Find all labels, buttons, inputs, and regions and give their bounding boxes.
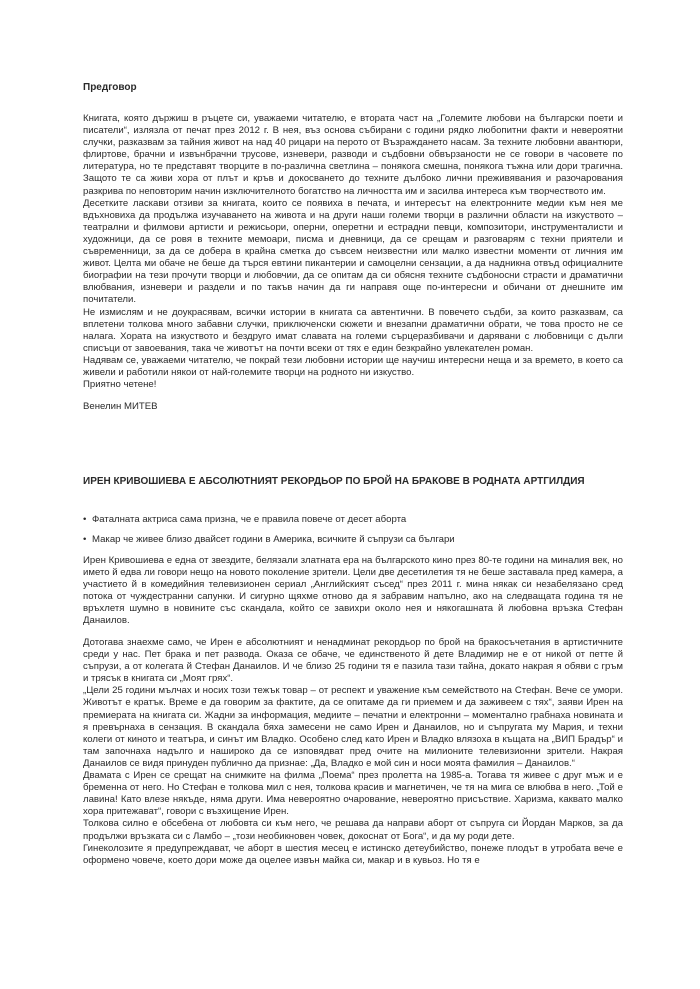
author-signature: Венелин МИТЕВ <box>83 401 158 412</box>
preface-body <box>83 113 623 391</box>
article-paragraph: Двамата с Ирен се срещат на снимките на филма „Поема“ през пролетта на 1985-а. Тогава тя живее с друг мъж и е бременна от него. Но Стефан е толкова мил с нея, толкова красив и магнетичен, че тя на мига се влюбва в него. „Той е лавина! Като влезе някъде, няма други. Има невероятно очарование, невероятно присъствие. Харизма, каквато малко хора притежават“, говори с възхищение Ирен. <box>83 770 623 818</box>
preface-paragraph: Надявам се, уважаеми читателю, че покрай тези любовни истории ще научиш интересни неща и за времето, в което са живели и работили някои от най-големите творци на родното ни изкуство. <box>83 354 623 378</box>
bullet-icon: • <box>83 514 87 525</box>
bullet-text: Макар че живее близо двайсет години в Америка, всичките й съпрузи са българи <box>92 534 455 545</box>
article-intro <box>83 555 623 628</box>
bullet-icon: • <box>83 534 87 545</box>
article-title: ИРЕН КРИВОШИЕВА Е АБСОЛЮТНИЯТ РЕКОРДЬОР ПО БРОЙ НА БРАКОВЕ В РОДНАТА АРТГИЛДИЯ <box>83 476 585 487</box>
article-paragraph: Ирен Кривошиева е една от звездите, белязали златната ера на българското кино през 80-те години на миналия век, но името й едва ли говори нещо на новото поколение зрители. Цели две десетилетия тя не беше заставала пред камера, а участието й в комедийния телевизионен сериал „Английският съсед“ през 2011 г. мина някак си незабелязано сред потока от чуждестранни сапунки. И сигурно щяхме отново да я забравим напълно, ако на следващата година тя не връхлетя шумно в новините със скандала, който се завихри около нея и някогашната й любовна връзка Стефан Данаилов. <box>83 555 623 627</box>
article-paragraph: Гинеколозите я предупреждават, че аборт в шестия месец е истинско детеубийство, понеже плодът в утробата вече е оформено човече, което дори може да оцелее извън майка си, макар и в кувьоз. Но тя е <box>83 842 623 866</box>
preface-paragraph: Приятно четене! <box>83 379 157 391</box>
list-item <box>83 514 623 526</box>
article-bullet-list <box>83 514 623 554</box>
preface-paragraph: Не измислям и не доукрасявам, всички истории в книгата са автентични. В повечето съдби, за които разказвам, са вплетени толкова много забавни случки, приключенски сюжети и внезапни драматични обрати, че това просто не се налага. Хората на изкуството и бездруго имат славата на големи сърцеразбивачи и дарявани с любовници с дълги списъци от завоевания, така че животът на почти всеки от тях е един безкрайно увлекателен роман. <box>83 306 623 354</box>
preface-paragraph: Десетките ласкави отзиви за книгата, които се появиха в печата, и интересът на електронните медии към нея ме вдъхновиха да продължа изучаването на живота и на други наши големи творци в различни области на изкуството – театрални и филмови артисти и режисьори, оперни, оперетни и естрадни певци, композитори, инструменталисти и художници, да се ровя в техните мемоари, писма и дневници, да се срещам и разговарям с техни приятели и съвременници, за да се добера в крайна сметка до съвсем неизвестни или малко известни моменти от личния им живот. Целта ми обаче не беше да търся евтини пикантерии и самоцелни сензации, а да надникна отвъд официалните биографии на тези прочути творци и любовчии, да се опитам да си обясня техните съдбоносни страсти и драматични влюбвания, изневери и раздели и по такъв начин да ги направя още по-интересни и обичани от днешните им почитатели. <box>83 197 623 306</box>
article-body <box>83 637 623 867</box>
preface-heading: Предговор <box>83 82 137 93</box>
list-item <box>83 534 623 546</box>
preface-paragraph: Книгата, която държиш в ръцете си, уважаеми читателю, е втората част на „Големите любови на български поети и писатели“, излязла от печат през 2012 г. В нея, въз основа събирани с години рядко любопитни факти и невероятни случки, разказвам за тайния живот на над 40 рицари на перото от Възраждането насам. За техните любовни авантюри, флиртове, брачни и извънбрачни трусове, изневери, разводи и съдбовни обвързаности не се говори в часовете по литература, но те представят творците в по-различна светлина – понякога смешна, понякога тъжна или дори трагична. Защото те са живи хора от плът и кръв и докосването до техните дълбоко лични преживявания и разочарования разкрива по неповторим начин изключителното богатство на личността им и засилва интереса към творчеството им. <box>83 113 623 197</box>
article-paragraph: „Цели 25 години мълчах и носих този тежък товар – от респект и уважение към семейството на Стефан. Вече се умори. Животът е кратък. Време е да говорим за фактите, да се опитаме да ги приемем и да заживеем с тях“, заяви Ирен на премиерата на книгата си. Жадни за информация, медиите – печатни и електронни – моментално грабнаха новината и я превърнаха в сензация. В скандала бяха замесени не само Ирен и Данаилов, но и съпругата му Мария, и техни колеги от киното и театъра, и синът им Владко. Особено след като Ирен и Владко влязоха в къщата на „ВИП Брадър“ и там започнаха надълго и нашироко да се изповядват пред очите на милионите телевизионни зрители. Накрая Данаилов се видя принуден публично да признае: „Да, Владко е мой син и носи моята фамилия – Данаилов.“ <box>83 685 623 769</box>
article-paragraph: Толкова силно е обсебена от любовта си към него, че решава да направи аборт от съпруга си Йордан Марков, за да продължи връзката си с Ламбо – „този необикновен човек, докоснат от Бога“, и да му роди дете. <box>83 818 623 842</box>
bullet-text: Фаталната актриса сама призна, че е правила повече от десет аборта <box>92 514 407 525</box>
article-paragraph: Дотогава знаехме само, че Ирен е абсолютният и ненадминат рекордьор по брой на бракосъчетания в артистичните среди у нас. Пет брака и пет развода. Оказа се обаче, че единственото й дете Владимир не е от никой от петте й съпрузи, а от колегата й Стефан Данаилов. И че близо 25 години тя е пазила тази тайна, докато накрая я обяви с гръм и трясък в книгата си „Моят грях“. <box>83 637 623 685</box>
